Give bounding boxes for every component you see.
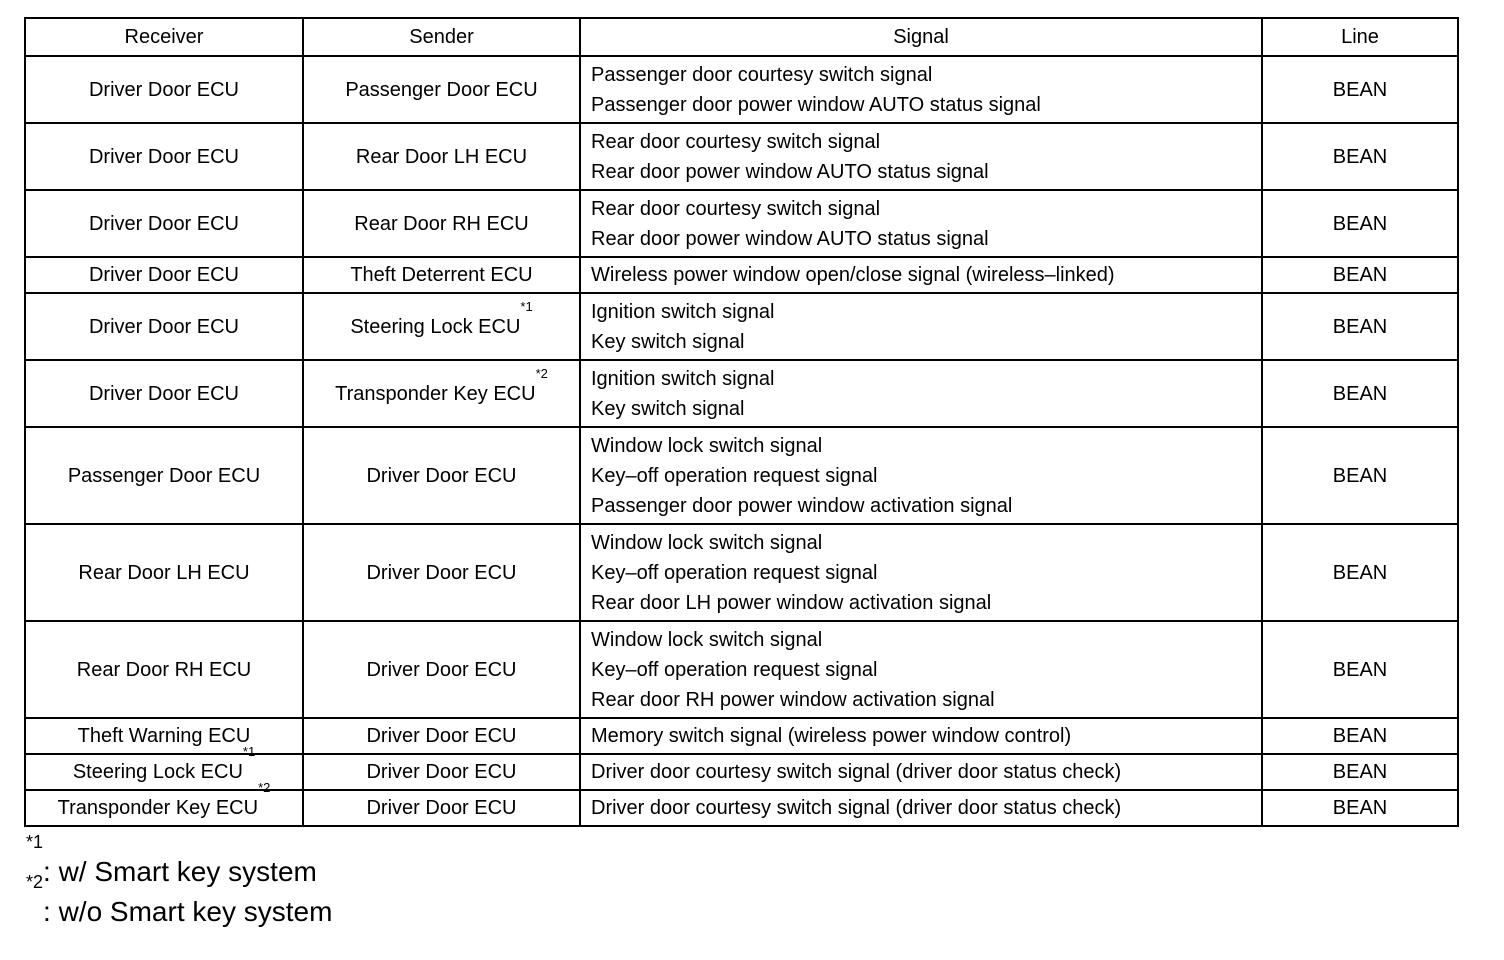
signal-cell xyxy=(580,123,1262,190)
sender-cell xyxy=(303,790,580,826)
line-cell: BEAN xyxy=(1262,360,1458,427)
table-row xyxy=(25,360,1458,427)
receiver-cell xyxy=(25,293,303,360)
header-signal: Signal xyxy=(580,18,1262,56)
line-cell: BEAN xyxy=(1262,293,1458,360)
footnote xyxy=(26,872,333,932)
receiver-cell xyxy=(25,780,303,826)
footnote-mark: *2 xyxy=(258,780,271,795)
sender-cell xyxy=(303,524,580,621)
receiver-cell-text: Passenger Door ECU xyxy=(67,464,261,487)
sender-cell xyxy=(303,123,580,190)
communication-table-container xyxy=(24,17,1459,827)
sender-cell-text: Passenger Door ECU xyxy=(345,78,538,101)
sender-cell-text: Theft Deterrent ECU xyxy=(350,264,533,286)
signal-cell xyxy=(580,524,1262,621)
sender-cell-text: Steering Lock ECU xyxy=(350,315,521,338)
signal-cell xyxy=(580,718,1262,754)
footnote-mark: *1 xyxy=(242,744,256,759)
line-cell: BEAN xyxy=(1262,257,1458,293)
receiver-cell xyxy=(25,621,303,718)
table-row xyxy=(25,293,1458,360)
receiver-cell-text: Driver Door ECU xyxy=(88,145,240,168)
receiver-cell-text: Theft Warning ECU xyxy=(77,725,251,747)
footnote-text: : w/o Smart key system xyxy=(43,896,333,927)
signal-text: Window lock switch signal xyxy=(591,434,823,457)
receiver-cell xyxy=(25,524,303,621)
signal-text: Driver door courtesy switch signal (driver door status check) xyxy=(591,797,1122,819)
signal-text: Passenger door power window AUTO status signal xyxy=(591,93,1041,116)
sender-cell xyxy=(303,56,580,123)
signal-cell xyxy=(580,360,1262,427)
signal-text: Rear door courtesy switch signal xyxy=(591,197,881,220)
table-row xyxy=(25,123,1458,190)
receiver-cell-text: Rear Door RH ECU xyxy=(76,658,252,681)
sender-cell xyxy=(303,257,580,293)
receiver-cell-text: Transponder Key ECU xyxy=(57,797,259,819)
table-row xyxy=(25,524,1458,621)
table-row xyxy=(25,621,1458,718)
receiver-cell xyxy=(25,190,303,257)
signal-text: Key–off operation request signal xyxy=(591,561,878,584)
line-cell: BEAN xyxy=(1262,56,1458,123)
signal-cell xyxy=(580,754,1262,790)
line-cell: BEAN xyxy=(1262,621,1458,718)
sender-cell-text: Driver Door ECU xyxy=(366,761,517,783)
table-header-row xyxy=(25,18,1458,56)
signal-text: Ignition switch signal xyxy=(591,367,775,390)
sender-cell xyxy=(303,621,580,718)
signal-text: Rear door RH power window activation signal xyxy=(591,688,995,711)
receiver-cell xyxy=(25,56,303,123)
sender-cell-text: Transponder Key ECU xyxy=(335,382,536,405)
receiver-cell-text: Steering Lock ECU xyxy=(72,761,243,783)
receiver-cell-text: Driver Door ECU xyxy=(88,212,240,235)
sender-cell xyxy=(303,293,580,360)
signal-text: Memory switch signal (wireless power window control) xyxy=(591,725,1072,747)
table-row xyxy=(25,190,1458,257)
table-row xyxy=(25,790,1458,826)
signal-text: Window lock switch signal xyxy=(591,628,823,651)
sender-cell xyxy=(303,360,580,427)
receiver-cell xyxy=(25,257,303,293)
receiver-cell-text: Driver Door ECU xyxy=(88,382,240,405)
line-cell: BEAN xyxy=(1262,123,1458,190)
sender-cell-text: Driver Door ECU xyxy=(366,464,517,487)
signal-text: Passenger door power window activation signal xyxy=(591,494,1013,517)
line-cell: BEAN xyxy=(1262,718,1458,754)
line-cell: BEAN xyxy=(1262,524,1458,621)
footnote xyxy=(26,832,332,892)
footnotes xyxy=(26,832,333,932)
line-cell: BEAN xyxy=(1262,190,1458,257)
sender-cell xyxy=(303,718,580,754)
header-sender: Sender xyxy=(303,18,580,56)
signal-text: Rear door power window AUTO status signal xyxy=(591,227,989,250)
sender-cell-text: Driver Door ECU xyxy=(366,725,517,747)
signal-text: Driver door courtesy switch signal (driver door status check) xyxy=(591,761,1122,783)
sender-cell-text: Driver Door ECU xyxy=(366,561,517,584)
header-line: Line xyxy=(1262,18,1458,56)
signal-text: Wireless power window open/close signal (wireless–linked) xyxy=(591,264,1115,286)
signal-text: Ignition switch signal xyxy=(591,300,775,323)
receiver-cell xyxy=(25,427,303,524)
signal-text: Key switch signal xyxy=(591,397,745,420)
receiver-cell xyxy=(25,360,303,427)
signal-text: Key–off operation request signal xyxy=(591,658,878,681)
header-receiver: Receiver xyxy=(25,18,303,56)
signal-cell xyxy=(580,56,1262,123)
signal-text: Passenger door courtesy switch signal xyxy=(591,63,933,86)
signal-text: Key switch signal xyxy=(591,330,745,353)
line-cell: BEAN xyxy=(1262,790,1458,826)
table-row xyxy=(25,257,1458,293)
footnote-mark: *1 xyxy=(26,832,44,852)
receiver-cell xyxy=(25,718,303,754)
sender-cell-text: Driver Door ECU xyxy=(366,797,517,819)
sender-cell xyxy=(303,427,580,524)
signal-text: Window lock switch signal xyxy=(591,531,823,554)
signal-cell xyxy=(580,293,1262,360)
signal-cell xyxy=(580,427,1262,524)
sender-cell-text: Rear Door RH ECU xyxy=(354,212,529,235)
signal-cell xyxy=(580,790,1262,826)
footnote-mark: *2 xyxy=(535,365,548,381)
signal-text: Rear door courtesy switch signal xyxy=(591,130,881,153)
sender-cell xyxy=(303,754,580,790)
receiver-cell-text: Driver Door ECU xyxy=(88,315,240,338)
receiver-cell xyxy=(25,123,303,190)
footnote-text: : w/ Smart key system xyxy=(43,856,317,887)
signal-cell xyxy=(580,257,1262,293)
sender-cell-text: Driver Door ECU xyxy=(366,658,517,681)
signal-text: Key–off operation request signal xyxy=(591,464,878,487)
signal-cell xyxy=(580,190,1262,257)
sender-cell-text: Rear Door LH ECU xyxy=(355,145,528,168)
signal-text: Rear door power window AUTO status signal xyxy=(591,160,989,183)
sender-cell xyxy=(303,190,580,257)
receiver-cell-text: Driver Door ECU xyxy=(88,78,240,101)
line-cell: BEAN xyxy=(1262,427,1458,524)
signal-text: Rear door LH power window activation signal xyxy=(591,591,992,614)
table-row xyxy=(25,427,1458,524)
receiver-cell-text: Driver Door ECU xyxy=(88,264,240,286)
table-row xyxy=(25,56,1458,123)
signal-cell xyxy=(580,621,1262,718)
footnote-mark: *1 xyxy=(520,298,533,314)
table-body xyxy=(25,56,1458,826)
receiver-cell-text: Rear Door LH ECU xyxy=(78,561,250,584)
line-cell: BEAN xyxy=(1262,754,1458,790)
table-row xyxy=(25,718,1458,754)
footnote-mark: *2 xyxy=(26,872,44,892)
communication-table xyxy=(24,17,1459,827)
table-row xyxy=(25,754,1458,790)
